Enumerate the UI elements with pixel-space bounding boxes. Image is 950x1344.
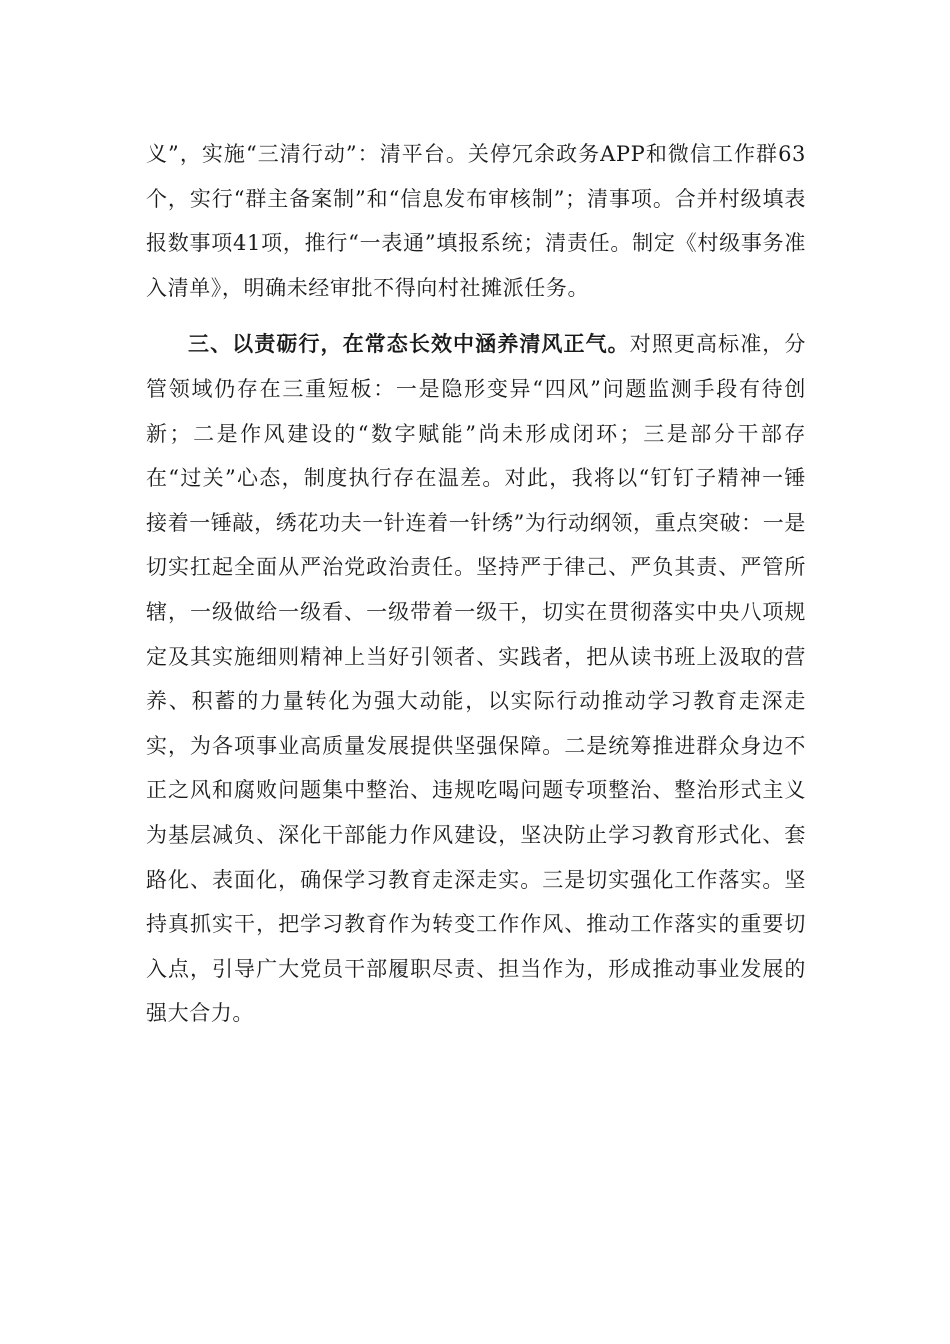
paragraph-section-three (146, 322, 806, 1036)
document-body (146, 132, 806, 1036)
section-heading: 三、以责砺行，在常态长效中涵养清风正气。 (188, 331, 630, 357)
paragraph-text: 义”，实施“三清行动”：清平台。关停冗余政务APP和微信工作群63个，实行“群主备案制”和“信息发布审核制”；清事项。合并村级填表报数事项41项，推行“一表通”填报系统；清责任。制定《村级事务准入清单》，明确未经审批不得向村社摊派任务。 (146, 142, 806, 300)
paragraph-text: 对照更高标准，分管领域仍存在三重短板：一是隐形变异“四风”问题监测手段有待创新；二是作风建设的“数字赋能”尚未形成闭环；三是部分干部存在“过关”心态，制度执行存在温差。对此，我将以“钉钉子精神一锤接着一锤敲，绣花功夫一针连着一针绣”为行动纲领，重点突破：一是切实扛起全面从严治党政治责任。坚持严于律己、严负其责、严管所辖，一级做给一级看、一级带着一级干，切实在贯彻落实中央八项规定及其实施细则精神上当好引领者、实践者，把从读书班上汲取的营养、积蓄的力量转化为强大动能，以实际行动推动学习教育走深走实，为各项事业高质量发展提供坚强保障。二是统筹推进群众身边不正之风和腐败问题集中整治、违规吃喝问题专项整治、整治形式主义为基层减负、深化干部能力作风建设，坚决防止学习教育形式化、套路化、表面化，确保学习教育走深走实。三是切实强化工作落实。坚持真抓实干，把学习教育作为转变工作作风、推动工作落实的重要切入点，引导广大党员干部履职尽责、担当作为，形成推动事业发展的强大合力。 (146, 332, 806, 1026)
paragraph-continued (146, 132, 806, 310)
